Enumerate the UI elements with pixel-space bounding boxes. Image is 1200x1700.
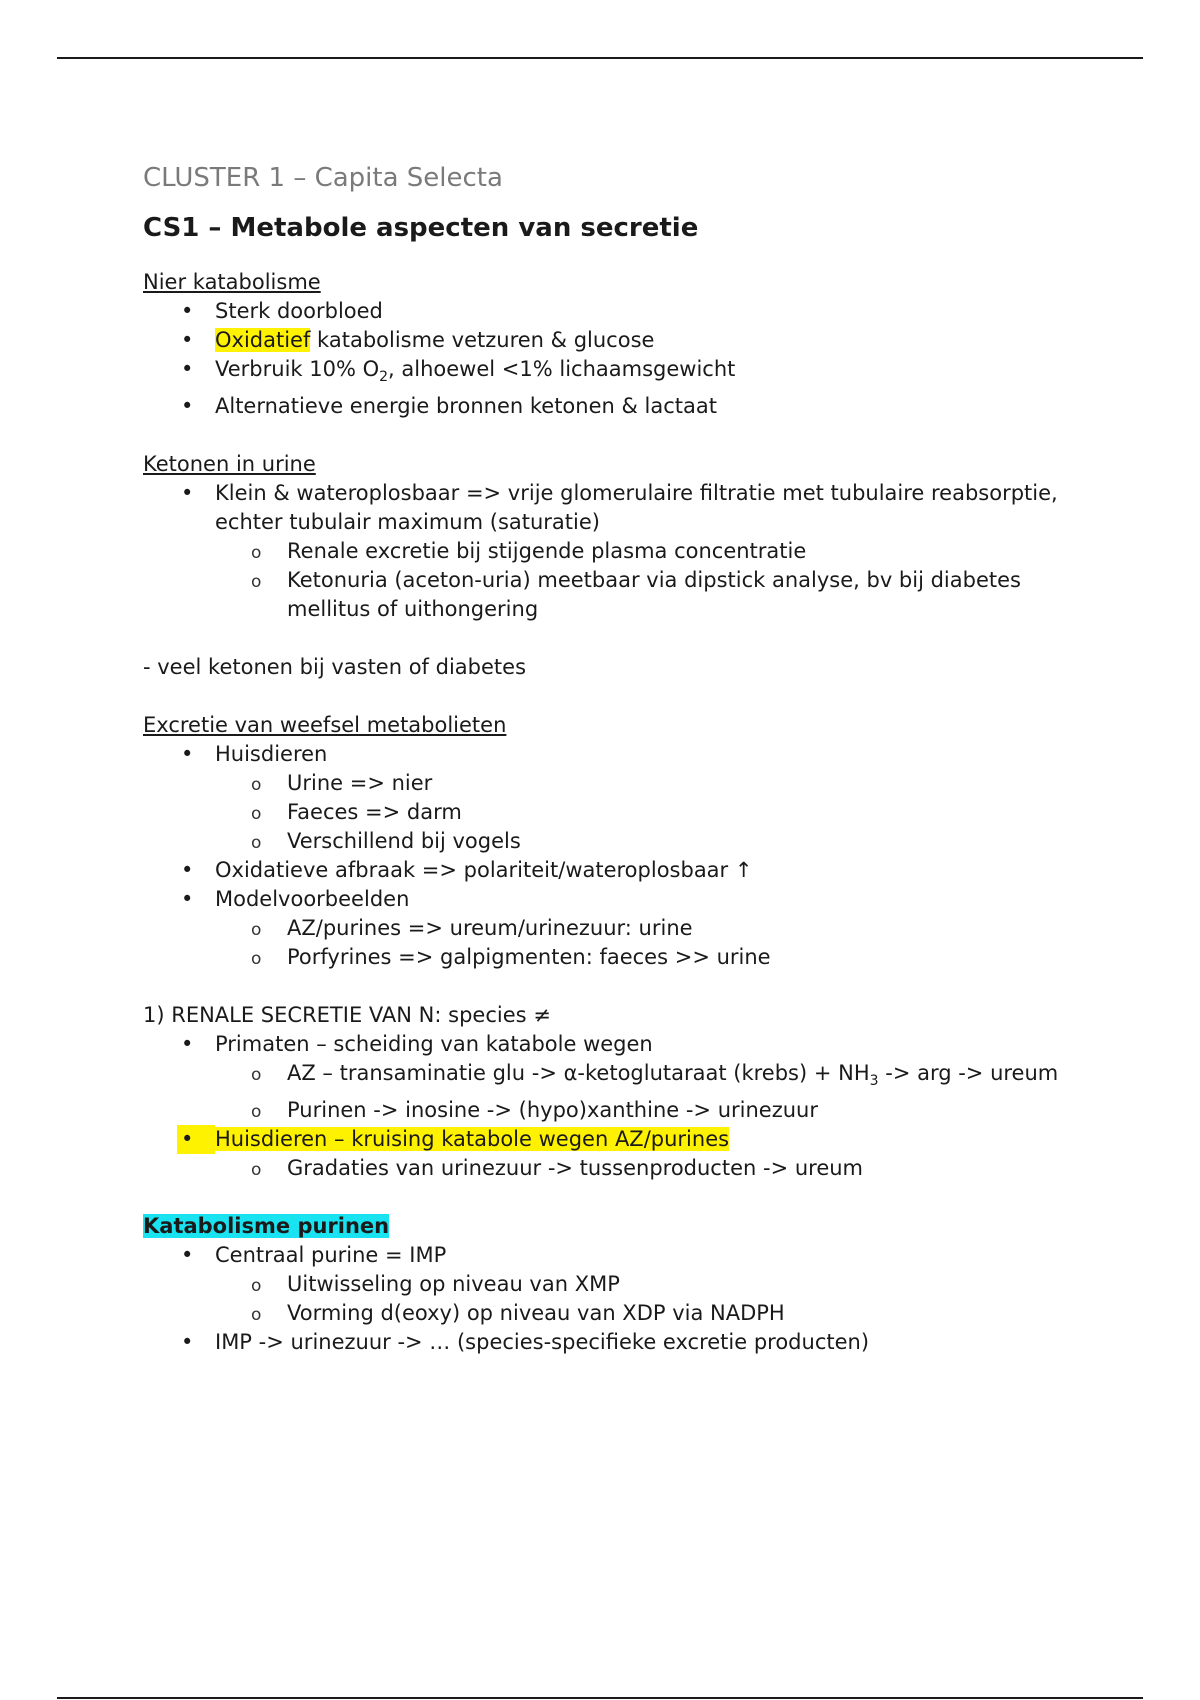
cluster-heading: CLUSTER 1 – Capita Selecta [143, 163, 503, 193]
bullet-list [143, 297, 1103, 421]
sub-list [215, 1059, 1103, 1125]
sub-bullet-icon: o [251, 949, 262, 970]
list-item: • Modelvoorbeelden o AZ/purines => ureum/urinezuur: urine o Porfyrines => galpigmenten: faeces >> urine [143, 885, 1103, 972]
sub-bullet-icon: o [251, 920, 262, 941]
sub-bullet-icon: o [251, 1065, 262, 1086]
bullet-icon: • [177, 1125, 215, 1154]
list-item: • Alternatieve energie bronnen ketonen & lactaat [143, 392, 1103, 421]
sub-list-item: o Faeces => darm [215, 798, 1103, 827]
bullet-icon: • [181, 1032, 194, 1057]
sub-list-item: o Verschillend bij vogels [215, 827, 1103, 856]
subscript: 2 [379, 369, 389, 386]
bullet-icon: • [181, 328, 194, 352]
bullet-icon: • [181, 1243, 194, 1268]
sub-bullet-icon: o [251, 1102, 262, 1123]
sub-bullet-icon: o [251, 1160, 262, 1181]
bullet-list [143, 1241, 1103, 1357]
sub-bullet-icon: o [251, 775, 262, 796]
sub-list-item: o Purinen -> inosine -> (hypo)xanthine -> urinezuur [215, 1096, 1103, 1125]
bullet-icon: • [181, 887, 194, 912]
list-item: • Klein & wateroplosbaar => vrije glomerulaire filtratie met tubulaire reabsorptie, echter tubulair maximum (saturatie) o Renale excretie bij stijgende plasma concentratie o Ketonuria (aceton-uria) meetbaar via dipstick analyse, bv bij diabetes mellitus of uithongering [143, 479, 1103, 624]
highlighted-text: Huisdieren – kruising katabole wegen AZ/purines [215, 1127, 730, 1152]
document-body [143, 160, 1103, 1357]
sub-list-item: o Porfyrines => galpigmenten: faeces >> urine [215, 943, 1103, 972]
highlighted-heading: Katabolisme purinen [143, 1214, 390, 1239]
list-item: • IMP -> urinezuur -> … (species-specifieke excretie producten) [143, 1328, 1103, 1357]
sub-list-item: o Urine => nier [215, 769, 1103, 798]
bullet-icon: • [181, 299, 194, 323]
sub-bullet-icon: o [251, 1276, 262, 1297]
bullet-icon: • [181, 742, 194, 767]
sub-list-item: o Gradaties van urinezuur -> tussenproducten -> ureum [215, 1154, 1103, 1183]
bullet-list [143, 740, 1103, 972]
list-item: • Centraal purine = IMP o Uitwisseling op niveau van XMP o Vorming d(eoxy) op niveau van XDP via NADPH [143, 1241, 1103, 1328]
footer-rule [57, 1697, 1143, 1699]
sub-list [215, 914, 1103, 972]
bullet-icon: • [181, 858, 194, 883]
header-rule [57, 57, 1143, 59]
sub-list-item: o Vorming d(eoxy) op niveau van XDP via NADPH [215, 1299, 1103, 1328]
section-heading-nier-katabolisme: Nier katabolisme [143, 270, 321, 294]
list-item: • Verbruik 10% $O_2$, alhoewel <1% lichaamsgewicht [181, 357, 736, 386]
list-item: • Huisdieren o Urine => nier o Faeces => darm o Verschillend bij vogels [143, 740, 1103, 856]
bullet-list [143, 479, 1103, 624]
bullet-list [143, 1030, 1103, 1183]
sub-list [215, 1270, 1103, 1328]
document-title: CS1 – Metabole aspecten van secretie [143, 213, 699, 243]
bullet-icon: • [181, 357, 194, 381]
list-item: • Oxidatieve afbraak => polariteit/wateroplosbaar ↑ [143, 856, 1103, 885]
subscript: 3 [869, 1073, 879, 1090]
sub-list-item: o AZ – transaminatie glu -> α-ketoglutaraat (krebs) + $NH_3$ -> arg -> ureum [251, 1061, 1059, 1090]
section-heading-renale-secretie: 1) RENALE SECRETIE VAN N: species ≠ [143, 1003, 551, 1028]
bullet-icon: • [181, 1330, 194, 1355]
sub-bullet-icon: o [251, 572, 262, 593]
list-item: • Primaten – scheiding van katabole wegen o AZ – transaminatie glu -> α-ketoglutaraat (krebs) + $NH_3$ -> arg -> ureum o Purinen -> inosine -> (hypo)xanthine -> urinezuur [143, 1030, 1103, 1125]
section-heading-excretie: Excretie van weefsel metabolieten [143, 713, 507, 738]
sub-list [215, 1154, 1103, 1183]
sub-list-item: o Ketonuria (aceton-uria) meetbaar via dipstick analyse, bv bij diabetes mellitus of uithongering [251, 568, 1021, 622]
sub-list-item: o Renale excretie bij stijgende plasma concentratie [215, 537, 1103, 566]
section-heading-katabolisme-purinen [143, 1212, 1103, 1241]
highlighted-text: Oxidatief [215, 328, 311, 352]
sub-list-item: o AZ/purines => ureum/urinezuur: urine [215, 914, 1103, 943]
list-item-highlighted [143, 1125, 1103, 1183]
sub-list [215, 537, 1103, 624]
list-item: • Sterk doorbloed [143, 297, 1103, 326]
section-heading-ketonen: Ketonen in urine [143, 452, 316, 477]
sub-bullet-icon: o [251, 1305, 262, 1326]
bullet-icon: • [181, 481, 194, 506]
sub-bullet-icon: o [251, 804, 262, 825]
list-item: • Oxidatief katabolisme vetzuren & glucose [143, 326, 1103, 355]
sub-list [215, 769, 1103, 856]
sub-bullet-icon: o [251, 543, 262, 564]
sub-list-item: o Uitwisseling op niveau van XMP [215, 1270, 1103, 1299]
sub-bullet-icon: o [251, 833, 262, 854]
note-line: - veel ketonen bij vasten of diabetes [143, 655, 527, 680]
bullet-icon: • [181, 394, 194, 419]
